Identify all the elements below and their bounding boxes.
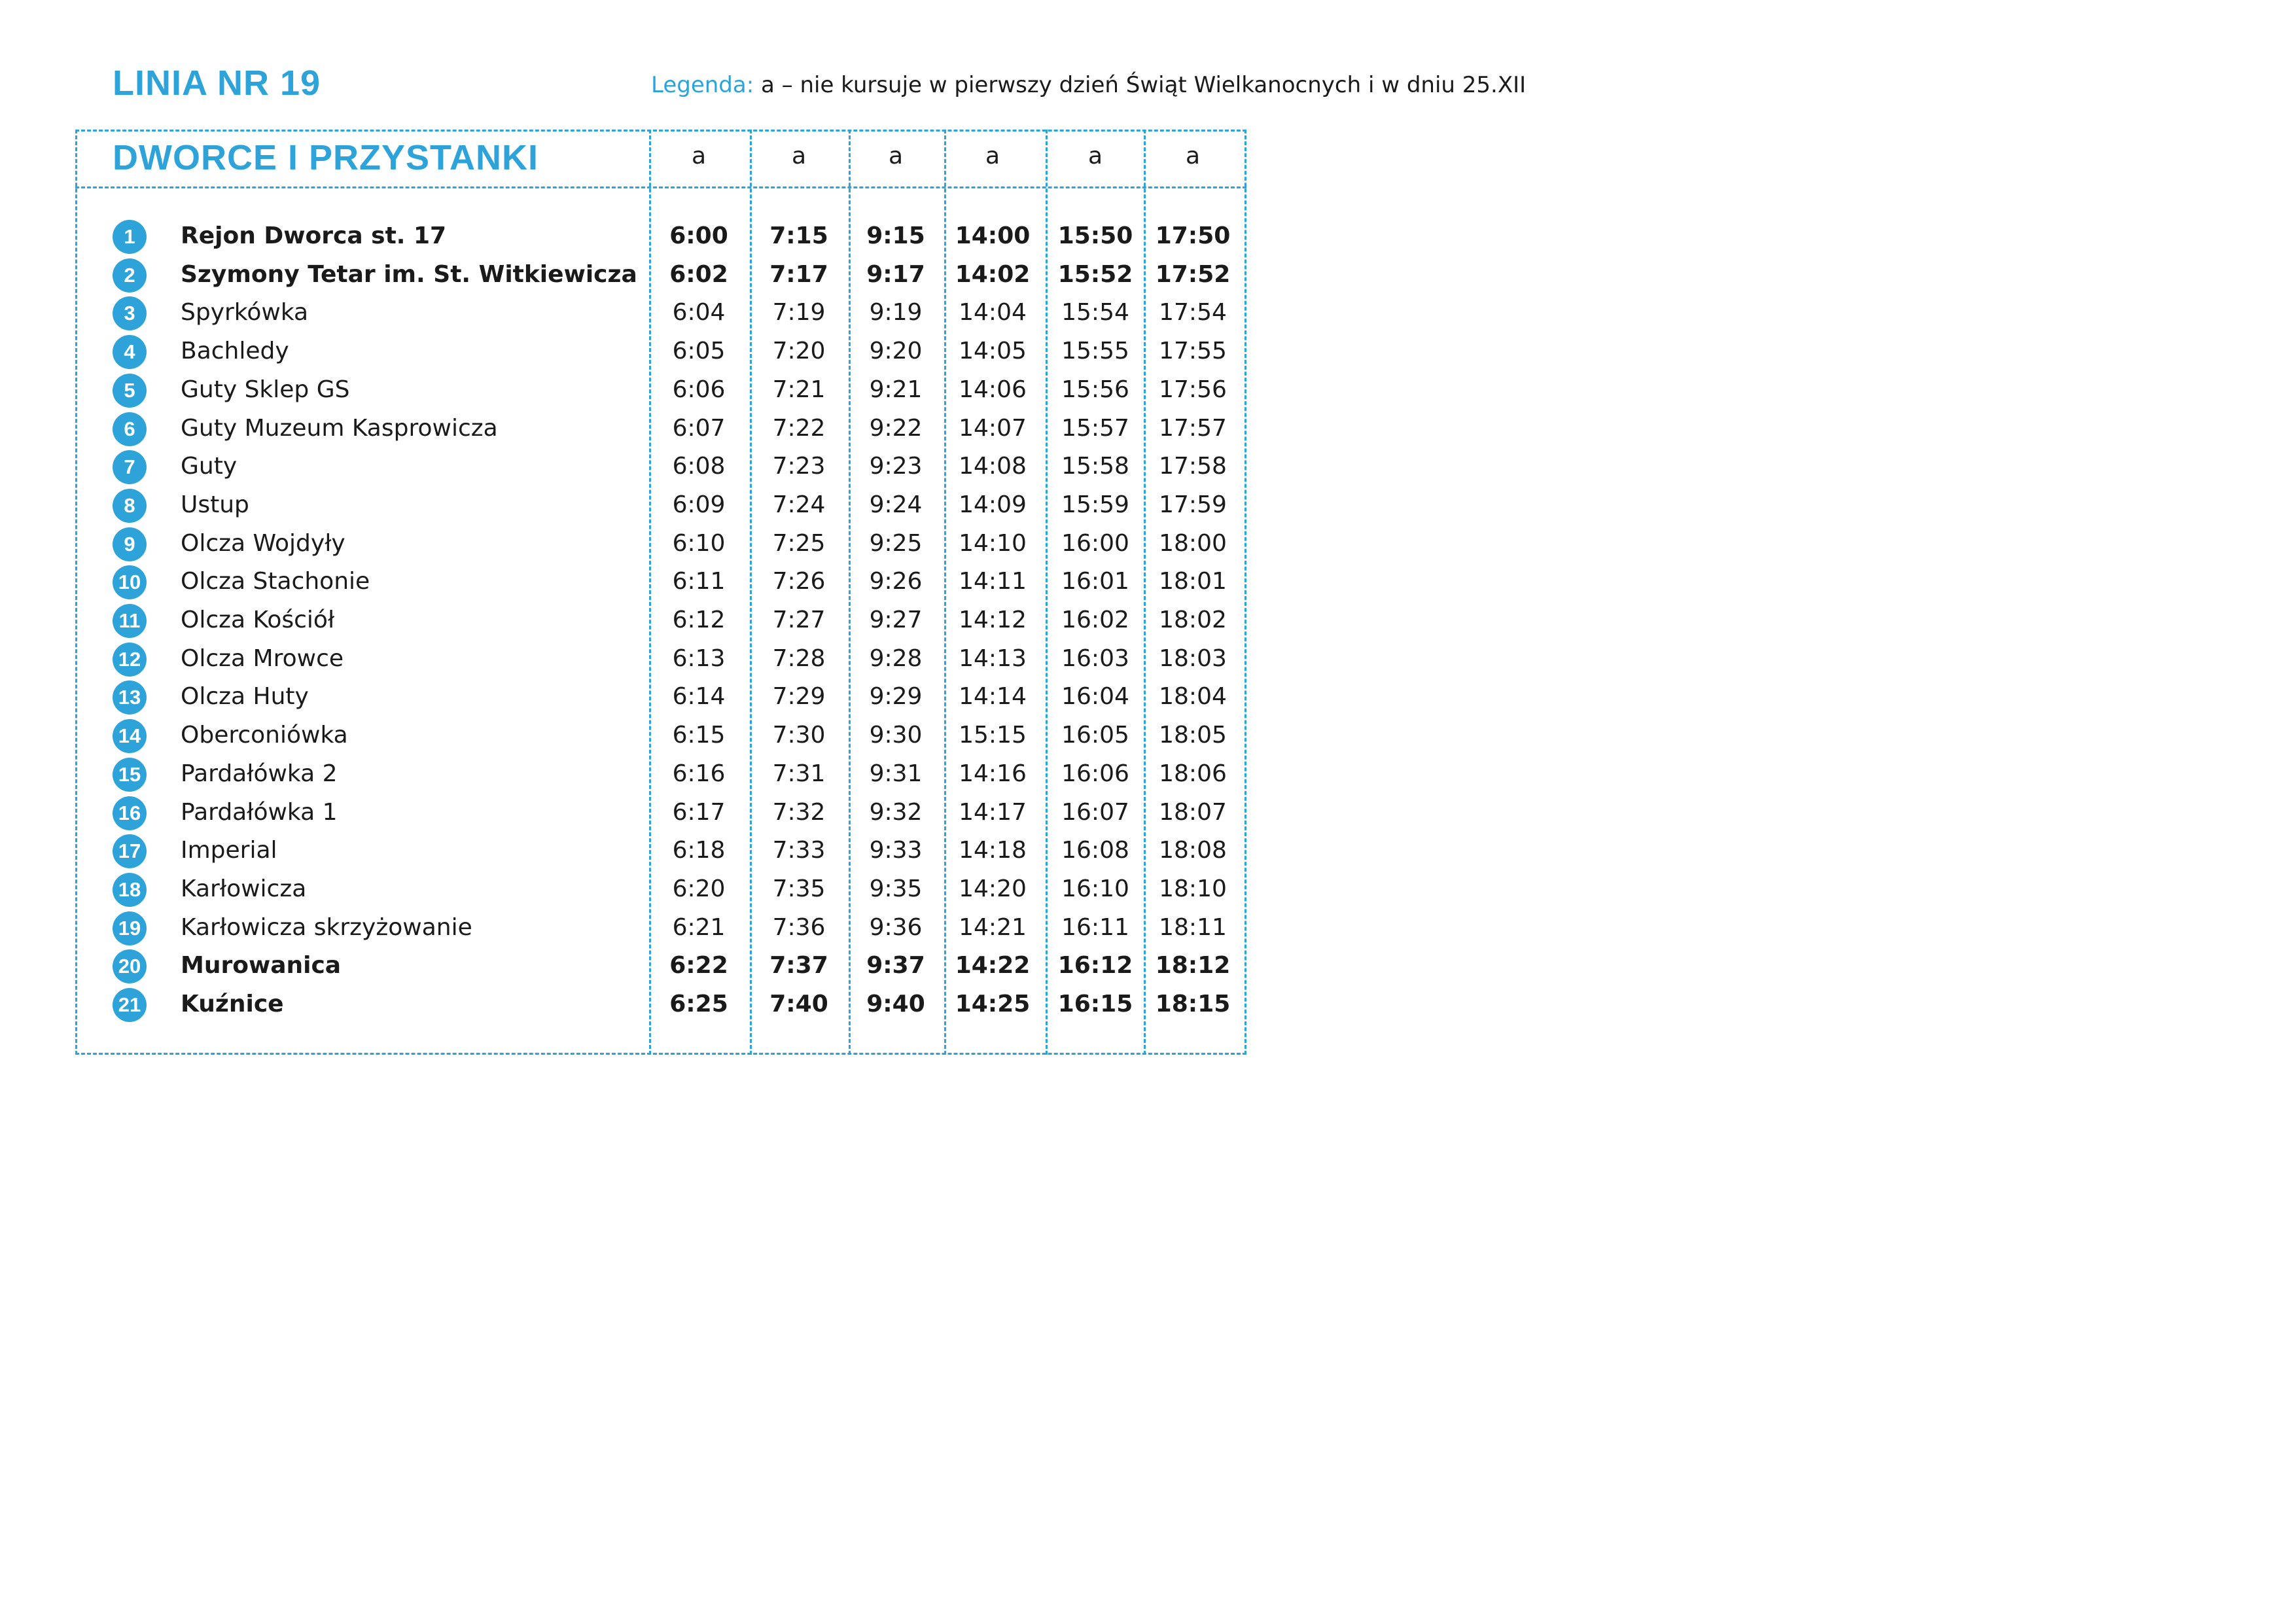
departure-time: 14:17: [959, 798, 1027, 826]
table-row: [0, 640, 1250, 679]
stop-number-badge: 8: [113, 489, 147, 523]
column-marker: a: [1185, 143, 1201, 169]
stop-name: Bachledy: [181, 338, 289, 365]
departure-time: 7:26: [772, 568, 826, 595]
departure-time: 18:08: [1159, 837, 1227, 864]
departure-time: 9:40: [866, 991, 925, 1017]
stops-header: DWORCE I PRZYSTANKI: [113, 138, 539, 177]
column-marker: a: [985, 143, 1000, 169]
departure-time: 14:11: [959, 568, 1027, 595]
table-row: [0, 909, 1250, 947]
departure-time: 18:04: [1159, 683, 1227, 711]
departure-time: 18:02: [1159, 607, 1227, 633]
table-row: [0, 486, 1250, 525]
departure-time: 7:30: [772, 722, 826, 749]
departure-time: 14:07: [959, 414, 1027, 442]
departure-time: 7:22: [772, 414, 826, 442]
departure-time: 7:23: [772, 453, 826, 480]
departure-time: 14:13: [959, 644, 1027, 672]
departure-time: 7:17: [769, 260, 828, 288]
stop-number-badge: 5: [113, 374, 147, 408]
stop-name: Olcza Kościół: [181, 607, 335, 633]
stop-number-badge: 17: [113, 834, 147, 868]
table-row: [0, 256, 1250, 294]
departure-time: 9:35: [869, 875, 923, 902]
departure-time: 15:57: [1061, 414, 1129, 442]
departure-time: 9:24: [869, 491, 923, 518]
stop-number-badge: 4: [113, 335, 147, 369]
departure-time: 15:56: [1061, 376, 1129, 403]
departure-time: 16:01: [1061, 568, 1129, 595]
departure-time: 7:31: [772, 760, 826, 787]
departure-time: 16:02: [1061, 607, 1129, 633]
stop-number-badge: 1: [113, 220, 147, 254]
departure-time: 16:10: [1061, 875, 1129, 902]
column-marker: a: [791, 143, 807, 169]
departure-time: 7:20: [772, 338, 826, 365]
departure-time: 15:55: [1061, 338, 1129, 365]
departure-time: 17:50: [1155, 222, 1231, 249]
departure-time: 9:27: [869, 607, 923, 633]
header-divider: [75, 186, 1246, 188]
departure-time: 6:21: [672, 913, 726, 941]
column-marker: a: [691, 143, 707, 169]
table-row: [0, 332, 1250, 371]
departure-time: 6:06: [672, 376, 726, 403]
table-row: [0, 525, 1250, 563]
stop-name: Rejon Dworca st. 17: [181, 222, 447, 249]
departure-time: 14:00: [955, 222, 1031, 249]
departure-time: 6:02: [669, 260, 728, 288]
departure-time: 7:40: [769, 991, 828, 1017]
stop-name: Karłowicza: [181, 875, 307, 902]
stop-name: Pardałówka 2: [181, 760, 338, 787]
departure-time: 14:09: [959, 491, 1027, 518]
stop-number-badge: 21: [113, 988, 147, 1022]
stop-number-badge: 12: [113, 643, 147, 677]
departure-time: 9:23: [869, 453, 923, 480]
departure-time: 16:15: [1057, 991, 1133, 1017]
departure-time: 16:06: [1061, 760, 1129, 787]
stop-name: Olcza Wojdyły: [181, 529, 345, 557]
departure-time: 7:28: [772, 644, 826, 672]
stop-name: Oberconiówka: [181, 722, 348, 749]
table-row: [0, 716, 1250, 755]
stop-number-badge: 11: [113, 604, 147, 638]
departure-time: 16:08: [1061, 837, 1129, 864]
departure-time: 16:04: [1061, 683, 1129, 711]
stop-number-badge: 15: [113, 758, 147, 792]
departure-time: 7:32: [772, 798, 826, 826]
departure-time: 18:15: [1155, 991, 1231, 1017]
departure-time: 18:10: [1159, 875, 1227, 902]
departure-time: 7:24: [772, 491, 826, 518]
departure-time: 7:36: [772, 913, 826, 941]
departure-time: 18:12: [1155, 952, 1231, 980]
departure-time: 14:05: [959, 338, 1027, 365]
stop-name: Karłowicza skrzyżowanie: [181, 913, 472, 941]
stop-name: Olcza Stachonie: [181, 568, 370, 595]
departure-time: 14:22: [955, 952, 1031, 980]
departure-time: 7:29: [772, 683, 826, 711]
departure-time: 7:25: [772, 529, 826, 557]
departure-time: 7:21: [772, 376, 826, 403]
stop-number-badge: 3: [113, 296, 147, 330]
departure-time: 14:16: [959, 760, 1027, 787]
departure-time: 6:08: [672, 453, 726, 480]
departure-time: 9:29: [869, 683, 923, 711]
stop-name: Imperial: [181, 837, 277, 864]
departure-time: 6:04: [672, 299, 726, 327]
table-row: [0, 794, 1250, 832]
legend-text: a – nie kursuje w pierwszy dzień Świąt Wielkanocnych i w dniu 25.XII: [761, 72, 1527, 98]
stop-number-badge: 16: [113, 796, 147, 830]
departure-time: 6:15: [672, 722, 726, 749]
departure-time: 9:17: [866, 260, 925, 288]
departure-time: 14:14: [959, 683, 1027, 711]
departure-time: 7:15: [769, 222, 828, 249]
table-row: [0, 601, 1250, 640]
stop-number-badge: 6: [113, 412, 147, 446]
stop-name: Ustup: [181, 491, 249, 518]
column-marker: a: [888, 143, 904, 169]
departure-time: 14:12: [959, 607, 1027, 633]
departure-time: 6:16: [672, 760, 726, 787]
table-row: [0, 448, 1250, 486]
stop-number-badge: 18: [113, 873, 147, 907]
departure-time: 16:05: [1061, 722, 1129, 749]
departure-time: 16:00: [1061, 529, 1129, 557]
departure-time: 17:54: [1159, 299, 1227, 327]
departure-time: 17:58: [1159, 453, 1227, 480]
departure-time: 6:22: [669, 952, 728, 980]
departure-time: 18:03: [1159, 644, 1227, 672]
departure-time: 15:15: [959, 722, 1027, 749]
departure-time: 9:21: [869, 376, 923, 403]
departure-time: 16:07: [1061, 798, 1129, 826]
legend-label: Legenda:: [651, 72, 754, 98]
departure-time: 14:04: [959, 299, 1027, 327]
stop-number-badge: 20: [113, 949, 147, 983]
stop-name: Olcza Huty: [181, 683, 309, 711]
table-row: [0, 294, 1250, 332]
departure-time: 6:13: [672, 644, 726, 672]
stop-name: Guty Muzeum Kasprowicza: [181, 414, 498, 442]
table-row: [0, 832, 1250, 870]
table-row: [0, 947, 1250, 985]
departure-time: 9:33: [869, 837, 923, 864]
departure-time: 9:36: [869, 913, 923, 941]
departure-time: 15:58: [1061, 453, 1129, 480]
table-row: [0, 410, 1250, 448]
departure-time: 6:20: [672, 875, 726, 902]
departure-time: 9:15: [866, 222, 925, 249]
departure-time: 14:18: [959, 837, 1027, 864]
departure-time: 16:12: [1057, 952, 1133, 980]
departure-time: 9:31: [869, 760, 923, 787]
departure-time: 9:30: [869, 722, 923, 749]
stop-name: Spyrkówka: [181, 299, 309, 327]
table-row: [0, 985, 1250, 1024]
stop-number-badge: 10: [113, 565, 147, 599]
departure-time: 6:07: [672, 414, 726, 442]
departure-time: 9:22: [869, 414, 923, 442]
table-row: [0, 678, 1250, 716]
stop-name: Kuźnice: [181, 991, 284, 1017]
departure-time: 7:33: [772, 837, 826, 864]
column-marker: a: [1087, 143, 1103, 169]
departure-time: 6:12: [672, 607, 726, 633]
departure-time: 18:01: [1159, 568, 1227, 595]
departure-time: 18:00: [1159, 529, 1227, 557]
departure-time: 18:05: [1159, 722, 1227, 749]
stop-number-badge: 13: [113, 680, 147, 715]
departure-time: 15:59: [1061, 491, 1129, 518]
departure-time: 14:10: [959, 529, 1027, 557]
departure-time: 14:25: [955, 991, 1031, 1017]
departure-time: 9:26: [869, 568, 923, 595]
departure-time: 6:09: [672, 491, 726, 518]
stop-number-badge: 19: [113, 911, 147, 945]
page-title: LINIA NR 19: [113, 63, 321, 103]
departure-time: 18:11: [1159, 913, 1227, 941]
table-row: [0, 217, 1250, 256]
departure-time: 6:17: [672, 798, 726, 826]
departure-time: 6:10: [672, 529, 726, 557]
departure-time: 6:00: [669, 222, 728, 249]
departure-time: 17:55: [1159, 338, 1227, 365]
departure-time: 17:56: [1159, 376, 1227, 403]
table-row: [0, 755, 1250, 794]
stop-name: Olcza Mrowce: [181, 644, 344, 672]
departure-time: 6:11: [672, 568, 726, 595]
stop-number-badge: 7: [113, 450, 147, 484]
departure-time: 7:19: [772, 299, 826, 327]
departure-time: 17:59: [1159, 491, 1227, 518]
departure-time: 15:52: [1057, 260, 1133, 288]
departure-time: 9:19: [869, 299, 923, 327]
departure-time: 9:32: [869, 798, 923, 826]
stop-number-badge: 2: [113, 258, 147, 292]
departure-time: 14:06: [959, 376, 1027, 403]
departure-time: 14:20: [959, 875, 1027, 902]
departure-time: 18:07: [1159, 798, 1227, 826]
departure-time: 9:20: [869, 338, 923, 365]
departure-time: 14:08: [959, 453, 1027, 480]
departure-time: 14:21: [959, 913, 1027, 941]
stop-name: Murowanica: [181, 952, 342, 980]
departure-time: 9:37: [866, 952, 925, 980]
departure-time: 6:18: [672, 837, 726, 864]
departure-time: 6:05: [672, 338, 726, 365]
stop-name: Szymony Tetar im. St. Witkiewicza: [181, 260, 637, 288]
stop-number-badge: 14: [113, 719, 147, 753]
stop-name: Guty: [181, 453, 238, 480]
departure-time: 7:35: [772, 875, 826, 902]
departure-time: 15:50: [1057, 222, 1133, 249]
departure-time: 7:27: [772, 607, 826, 633]
legend: [651, 72, 1526, 98]
stop-name: Guty Sklep GS: [181, 376, 350, 403]
departure-time: 17:52: [1155, 260, 1231, 288]
table-row: [0, 371, 1250, 410]
table-row: [0, 563, 1250, 601]
departure-time: 9:25: [869, 529, 923, 557]
departure-time: 16:03: [1061, 644, 1129, 672]
departure-time: 16:11: [1061, 913, 1129, 941]
stop-number-badge: 9: [113, 527, 147, 561]
departure-time: 9:28: [869, 644, 923, 672]
departure-time: 18:06: [1159, 760, 1227, 787]
departure-time: 17:57: [1159, 414, 1227, 442]
departure-time: 7:37: [769, 952, 828, 980]
table-row: [0, 870, 1250, 909]
departure-time: 6:25: [669, 991, 728, 1017]
stop-name: Pardałówka 1: [181, 798, 338, 826]
departure-time: 15:54: [1061, 299, 1129, 327]
departure-time: 6:14: [672, 683, 726, 711]
departure-time: 14:02: [955, 260, 1031, 288]
